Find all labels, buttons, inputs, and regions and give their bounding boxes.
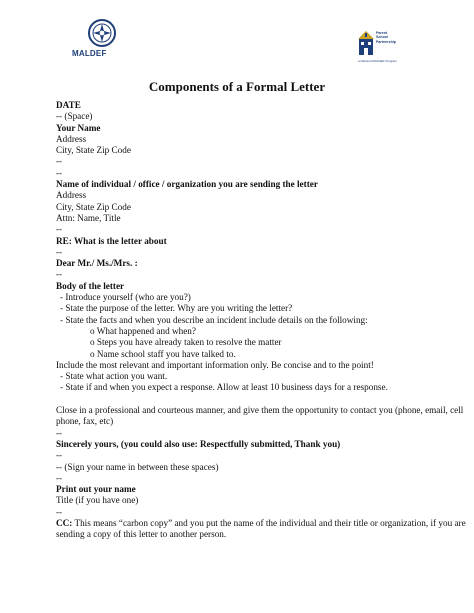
spacer-dash: -- xyxy=(56,506,63,517)
spacer-dash: -- xyxy=(56,246,63,257)
schoolhouse-icon xyxy=(356,30,376,58)
your-name-heading: Your Name xyxy=(56,122,101,133)
closing-paragraph: Close in a professional and courteous manner, and give them the opportunity to contact you (phone, email, cell phone, fax, etc) xyxy=(56,405,464,427)
list-item: - Introduce yourself (who are you?) xyxy=(60,292,191,303)
space-line: -- (Space) xyxy=(56,111,93,122)
print-name-heading: Print out your name xyxy=(56,484,136,495)
spacer-dash: -- xyxy=(56,224,63,235)
cc-paragraph xyxy=(56,518,466,541)
recipient-address-line: Address xyxy=(56,190,87,201)
date-heading: DATE xyxy=(56,100,81,110)
re-heading: RE: What is the letter about xyxy=(56,235,167,246)
closing-heading: Sincerely yours, (you could also use: Respectfully submitted, Thank you) xyxy=(56,438,341,449)
maldef-wordmark: MALDEF xyxy=(72,49,107,58)
spacer-dash: -- xyxy=(56,450,63,461)
sub-list-item: o Steps you have already taken to resolve the matter xyxy=(90,337,282,348)
signature-line: -- (Sign your name in between these spaces) xyxy=(56,461,219,472)
partnership-caption: a National MALDEF Program xyxy=(358,59,397,63)
letter-template xyxy=(56,100,466,541)
city-line: City, State Zip Code xyxy=(56,145,131,156)
spacer-dash: -- xyxy=(56,427,63,438)
paragraph-gap xyxy=(56,394,466,405)
spacer-dash: -- xyxy=(56,156,63,167)
spacer-dash: -- xyxy=(56,472,63,483)
maldef-logo xyxy=(72,18,132,58)
sub-list-item: o What happened and when? xyxy=(90,325,196,336)
cc-text: This means “carbon copy” and you put the name of the individual and their title or organization, if you are sending a copy of this letter to another person. xyxy=(56,517,466,540)
recipient-city-line: City, State Zip Code xyxy=(56,201,131,212)
maldef-emblem-icon xyxy=(85,18,119,48)
recipient-heading: Name of individual / office / organization you are sending the letter xyxy=(56,179,318,190)
list-item: - State what action you want. xyxy=(60,371,168,382)
spacer-dash: -- xyxy=(56,269,63,280)
list-item: - State the facts and when you describe an incident include details on the following: xyxy=(60,314,368,325)
parent-school-partnership-logo xyxy=(356,30,410,66)
include-note: Include the most relevant and important information only. Be concise and to the point! xyxy=(56,359,374,370)
list-item: - State if and when you expect a response. Allow at least 10 business days for a response. xyxy=(60,382,388,393)
body-heading: Body of the letter xyxy=(56,280,125,291)
salutation-heading: Dear Mr./ Ms./Mrs. : xyxy=(56,258,138,269)
sub-list-item: o Name school staff you have talked to. xyxy=(90,348,236,359)
attn-line: Attn: Name, Title xyxy=(56,212,121,223)
page-title: Components of a Formal Letter xyxy=(148,79,326,94)
partnership-name: Parent School Partnership xyxy=(376,31,396,44)
list-item: - State the purpose of the letter. Why are you writing the letter? xyxy=(60,303,293,314)
address-line: Address xyxy=(56,133,87,144)
spacer-dash: -- xyxy=(56,167,63,178)
title-line: Title (if you have one) xyxy=(56,495,139,506)
cc-label: CC: xyxy=(56,517,73,528)
